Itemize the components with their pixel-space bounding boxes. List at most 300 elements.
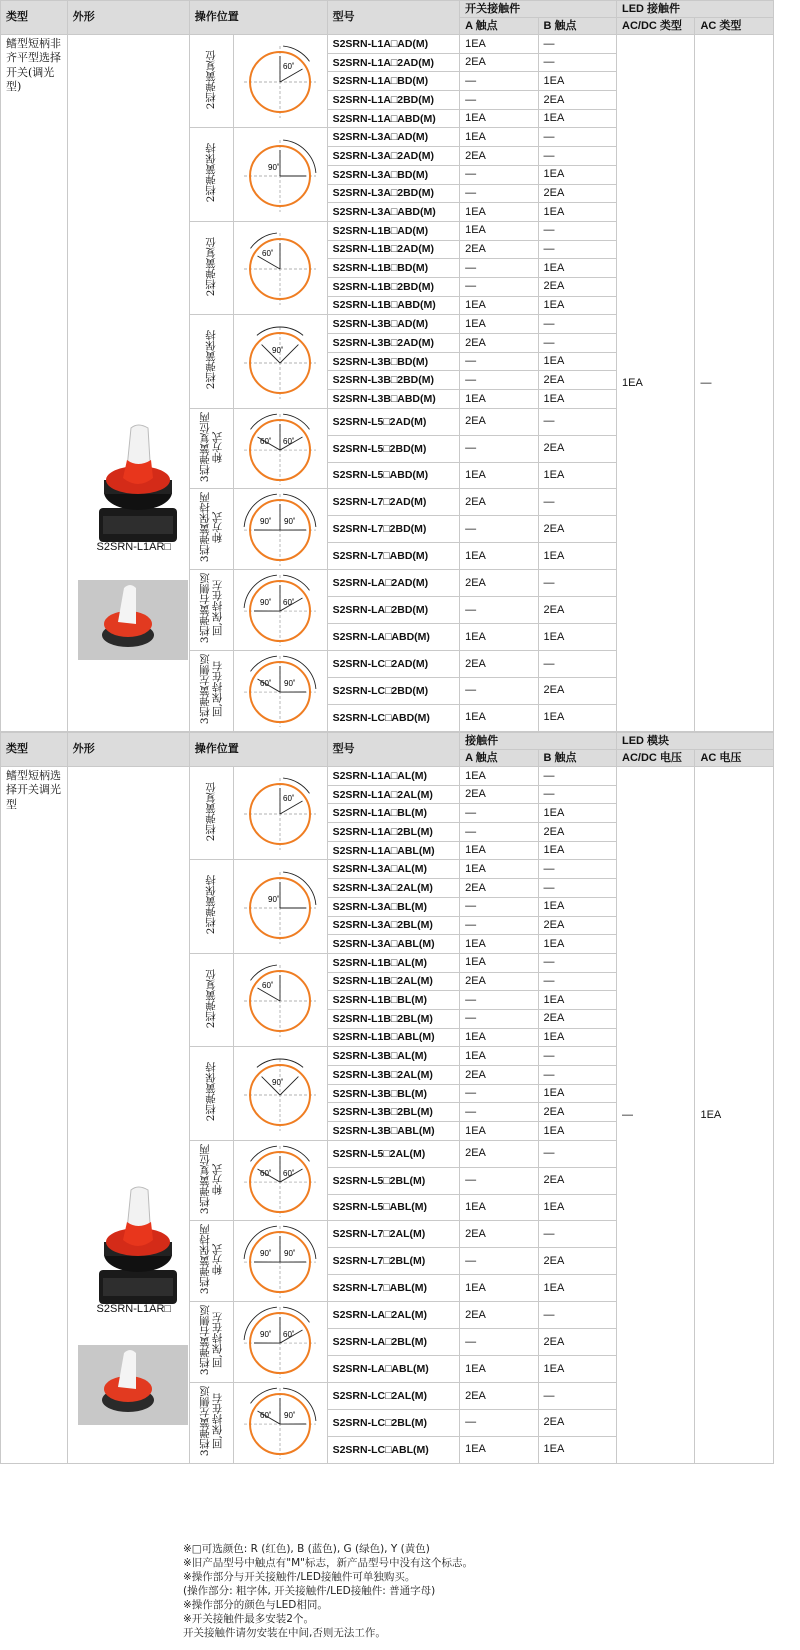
b-contact-value: —: [538, 489, 616, 516]
operation-label: 2档弹簧复位: [189, 221, 234, 314]
model-number: S2SRN-L1A□AD(M): [327, 35, 460, 54]
a-contact-value: —: [460, 897, 538, 916]
operation-diagram-cell: [234, 1382, 327, 1463]
svg-text:60˚: 60˚: [283, 436, 295, 446]
svg-text:60˚: 60˚: [260, 436, 272, 446]
operation-diagram-cell: [234, 1047, 327, 1140]
selector-switch-image: [93, 1182, 183, 1312]
a-contact-value: —: [460, 435, 538, 462]
operation-label: 3档弹簧复位两种方式: [189, 1140, 234, 1221]
b-contact-value: —: [538, 240, 616, 259]
operation-label: 2档弹簧保持: [189, 1047, 234, 1140]
header-type: 类型: [1, 1, 68, 35]
operation-diagram: [237, 1383, 323, 1459]
a-contact-value: 1EA: [460, 35, 538, 54]
svg-text:60˚: 60˚: [283, 1168, 295, 1178]
model-number: S2SRN-L3B□ABL(M): [327, 1122, 460, 1141]
operation-diagram-cell: [234, 570, 327, 651]
type-description: 鳍型短柄非齐平型选择开关(调光型): [1, 35, 68, 732]
model-number: S2SRN-L3A□BL(M): [327, 897, 460, 916]
a-contact-value: 1EA: [460, 543, 538, 570]
notes: [183, 1542, 743, 1640]
model-number: S2SRN-L1A□BL(M): [327, 804, 460, 823]
b-contact-value: —: [538, 1302, 616, 1329]
model-number: S2SRN-L3A□2BL(M): [327, 916, 460, 935]
led-acdc-value: —: [617, 767, 695, 1464]
model-number: S2SRN-L5□2BD(M): [327, 435, 460, 462]
a-contact-value: —: [460, 91, 538, 110]
a-contact-value: 1EA: [460, 128, 538, 147]
model-number: S2SRN-L3B□ABD(M): [327, 390, 460, 409]
operation-label: 3档弹簧保持两种方式: [189, 1221, 234, 1302]
model-number: S2SRN-L5□2AD(M): [327, 408, 460, 435]
model-number: S2SRN-L1B□BL(M): [327, 991, 460, 1010]
a-contact-value: —: [460, 823, 538, 842]
a-contact-value: 1EA: [460, 841, 538, 860]
b-contact-value: —: [538, 570, 616, 597]
product-photo: [78, 580, 188, 660]
model-number: S2SRN-LC□ABL(M): [327, 1436, 460, 1463]
model-number: S2SRN-L1A□AL(M): [327, 767, 460, 786]
a-contact-value: 1EA: [460, 1275, 538, 1302]
b-contact-value: 1EA: [538, 1028, 616, 1047]
b-contact-value: 1EA: [538, 1122, 616, 1141]
a-contact-value: —: [460, 72, 538, 91]
operation-label: 3档弹簧右侧返回,保持在左: [189, 1302, 234, 1383]
b-contact-value: 2EA: [538, 597, 616, 624]
b-contact-value: 1EA: [538, 390, 616, 409]
model-number: S2SRN-L7□ABD(M): [327, 543, 460, 570]
a-contact-value: —: [460, 1103, 538, 1122]
a-contact-value: —: [460, 516, 538, 543]
model-number: S2SRN-LA□2AD(M): [327, 570, 460, 597]
operation-label: 2档弹簧保持: [189, 128, 234, 221]
b-contact-value: —: [538, 972, 616, 991]
note-line: ※□可选颜色: R (红色), B (蓝色), G (绿色), Y (黄色): [183, 1543, 430, 1555]
model-number: S2SRN-L7□2BL(M): [327, 1248, 460, 1275]
a-contact-value: 1EA: [460, 462, 538, 489]
operation-diagram: [237, 955, 323, 1041]
model-number: S2SRN-L3B□2AL(M): [327, 1066, 460, 1085]
b-contact-value: 2EA: [538, 184, 616, 203]
a-contact-value: 2EA: [460, 334, 538, 353]
b-contact-value: —: [538, 1047, 616, 1066]
operation-diagram-cell: [234, 221, 327, 314]
model-number: S2SRN-L3A□ABL(M): [327, 935, 460, 954]
b-contact-value: 1EA: [538, 1084, 616, 1103]
a-contact-value: —: [460, 1167, 538, 1194]
a-contact-value: 1EA: [460, 203, 538, 222]
a-contact-value: 1EA: [460, 860, 538, 879]
product-image-label: S2SRN-L1AR□: [96, 1303, 172, 1315]
led-ac-value: 1EA: [695, 767, 774, 1464]
model-number: S2SRN-LA□ABD(M): [327, 624, 460, 651]
model-number: S2SRN-L1B□2BD(M): [327, 277, 460, 296]
a-contact-value: 2EA: [460, 1221, 538, 1248]
model-number: S2SRN-L3A□ABD(M): [327, 203, 460, 222]
model-number: S2SRN-L1B□2AL(M): [327, 972, 460, 991]
svg-text:60˚: 60˚: [262, 981, 274, 991]
a-contact-value: 1EA: [460, 935, 538, 954]
operation-label: 2档弹簧复位: [189, 953, 234, 1046]
a-contact-value: —: [460, 1084, 538, 1103]
table-row: [1, 767, 774, 786]
b-contact-value: 1EA: [538, 1194, 616, 1221]
a-contact-value: —: [460, 371, 538, 390]
b-contact-value: —: [538, 1140, 616, 1167]
model-number: S2SRN-L1B□ABL(M): [327, 1028, 460, 1047]
b-contact-value: 1EA: [538, 897, 616, 916]
header-b-contact: B 触点: [538, 18, 616, 35]
b-contact-value: 1EA: [538, 72, 616, 91]
model-number: S2SRN-L7□2AL(M): [327, 1221, 460, 1248]
a-contact-value: —: [460, 677, 538, 704]
model-number: S2SRN-L3B□2BD(M): [327, 371, 460, 390]
model-number: S2SRN-L7□2AD(M): [327, 489, 460, 516]
b-contact-value: 1EA: [538, 935, 616, 954]
a-contact-value: 2EA: [460, 570, 538, 597]
header-ac: AC 电压: [695, 750, 774, 767]
model-number: S2SRN-L1B□AL(M): [327, 953, 460, 972]
header-switch-contacts: 开关接触件: [460, 1, 617, 18]
header-operation: 操作位置: [189, 1, 327, 35]
svg-text:90˚: 90˚: [284, 1411, 296, 1421]
model-number: S2SRN-L1B□AD(M): [327, 221, 460, 240]
b-contact-value: 1EA: [538, 1356, 616, 1383]
svg-text:60˚: 60˚: [283, 1330, 295, 1340]
operation-diagram-cell: [234, 315, 327, 408]
b-contact-value: —: [538, 1066, 616, 1085]
b-contact-value: 2EA: [538, 677, 616, 704]
b-contact-value: —: [538, 650, 616, 677]
b-contact-value: 2EA: [538, 1103, 616, 1122]
svg-text:90˚: 90˚: [284, 1249, 296, 1259]
operation-diagram: [237, 1049, 323, 1135]
svg-text:90˚: 90˚: [272, 1077, 284, 1087]
b-contact-value: —: [538, 35, 616, 54]
b-contact-value: 1EA: [538, 543, 616, 570]
operation-diagram-cell: [234, 953, 327, 1046]
a-contact-value: 2EA: [460, 1066, 538, 1085]
header-acdc: AC/DC 类型: [617, 18, 695, 35]
b-contact-value: —: [538, 767, 616, 786]
a-contact-value: 1EA: [460, 109, 538, 128]
b-contact-value: 1EA: [538, 296, 616, 315]
a-contact-value: 2EA: [460, 879, 538, 898]
b-contact-value: —: [538, 147, 616, 166]
header-type: 类型: [1, 733, 68, 767]
header-ac: AC 类型: [695, 18, 774, 35]
operation-diagram: [237, 651, 323, 727]
b-contact-value: 1EA: [538, 462, 616, 489]
svg-text:90˚: 90˚: [272, 345, 284, 355]
b-contact-value: 2EA: [538, 823, 616, 842]
a-contact-value: 1EA: [460, 1356, 538, 1383]
led-ac-value: —: [695, 35, 774, 732]
operation-label: 3档弹簧左侧返回,保持在右: [189, 1382, 234, 1463]
operation-label: 3档弹簧复位两种方式: [189, 408, 234, 489]
model-number: S2SRN-L3A□2AD(M): [327, 147, 460, 166]
operation-diagram: [237, 768, 323, 854]
svg-text:90˚: 90˚: [284, 679, 296, 689]
b-contact-value: 1EA: [538, 704, 616, 731]
a-contact-value: 1EA: [460, 315, 538, 334]
a-contact-value: —: [460, 352, 538, 371]
svg-text:90˚: 90˚: [268, 162, 280, 172]
b-contact-value: 1EA: [538, 804, 616, 823]
a-contact-value: —: [460, 277, 538, 296]
b-contact-value: —: [538, 785, 616, 804]
b-contact-value: 1EA: [538, 841, 616, 860]
operation-diagram: [237, 130, 323, 216]
b-contact-value: —: [538, 334, 616, 353]
operation-diagram-cell: [234, 489, 327, 570]
operation-diagram: [237, 1141, 323, 1217]
svg-text:60˚: 60˚: [283, 794, 295, 804]
model-number: S2SRN-L5□ABL(M): [327, 1194, 460, 1221]
operation-label: 2档弹簧复位: [189, 35, 234, 128]
header-operation: 操作位置: [189, 733, 327, 767]
a-contact-value: 2EA: [460, 1302, 538, 1329]
operation-label: 3档弹簧左侧返回,保持在右: [189, 650, 234, 731]
model-number: S2SRN-L5□ABD(M): [327, 462, 460, 489]
b-contact-value: 1EA: [538, 1436, 616, 1463]
type-description: 鳍型短柄选择开关调光型: [1, 767, 68, 1464]
a-contact-value: —: [460, 597, 538, 624]
operation-diagram: [237, 36, 323, 122]
model-number: S2SRN-LC□2BL(M): [327, 1409, 460, 1436]
header-b-contact: B 触点: [538, 750, 616, 767]
b-contact-value: 1EA: [538, 352, 616, 371]
b-contact-value: 2EA: [538, 277, 616, 296]
selector-switch-image: [93, 420, 183, 550]
model-number: S2SRN-L3A□AL(M): [327, 860, 460, 879]
b-contact-value: 1EA: [538, 259, 616, 278]
operation-diagram: [237, 409, 323, 485]
a-contact-value: 1EA: [460, 1047, 538, 1066]
a-contact-value: —: [460, 165, 538, 184]
b-contact-value: —: [538, 879, 616, 898]
model-number: S2SRN-L1A□ABL(M): [327, 841, 460, 860]
model-number: S2SRN-L3B□BD(M): [327, 352, 460, 371]
a-contact-value: 2EA: [460, 53, 538, 72]
b-contact-value: 1EA: [538, 624, 616, 651]
model-number: S2SRN-L3A□2AL(M): [327, 879, 460, 898]
header-acdc: AC/DC 电压: [617, 750, 695, 767]
operation-diagram: [237, 317, 323, 403]
model-number: S2SRN-LC□ABD(M): [327, 704, 460, 731]
a-contact-value: —: [460, 991, 538, 1010]
a-contact-value: 2EA: [460, 1382, 538, 1409]
note-line: (操作部分: 粗字体, 开关接触件/LED接触件: 普通字母): [183, 1585, 436, 1597]
model-number: S2SRN-L3B□2AD(M): [327, 334, 460, 353]
note-line: ※旧产品型号中触点有"M"标志，新产品型号中没有这个标志。: [183, 1557, 474, 1569]
operation-diagram: [237, 570, 323, 646]
model-number: S2SRN-LC□2BD(M): [327, 677, 460, 704]
b-contact-value: 2EA: [538, 435, 616, 462]
note-line: ※操作部分与开关接触件/LED接触件可单独购买。: [183, 1571, 416, 1583]
header-led: LED 模块: [617, 733, 774, 750]
model-number: S2SRN-L7□2BD(M): [327, 516, 460, 543]
a-contact-value: 2EA: [460, 972, 538, 991]
model-number: S2SRN-LA□ABL(M): [327, 1356, 460, 1383]
svg-text:90˚: 90˚: [284, 517, 296, 527]
model-number: S2SRN-L3B□AD(M): [327, 315, 460, 334]
operation-diagram-cell: [234, 860, 327, 953]
operation-diagram: [237, 223, 323, 309]
b-contact-value: —: [538, 860, 616, 879]
a-contact-value: 1EA: [460, 1436, 538, 1463]
a-contact-value: 1EA: [460, 767, 538, 786]
a-contact-value: 1EA: [460, 390, 538, 409]
b-contact-value: —: [538, 1382, 616, 1409]
operation-diagram-cell: [234, 767, 327, 860]
b-contact-value: 1EA: [538, 165, 616, 184]
model-number: S2SRN-LA□2AL(M): [327, 1302, 460, 1329]
appearance-cell: [67, 767, 189, 1464]
model-number: S2SRN-L5□2AL(M): [327, 1140, 460, 1167]
operation-label: 3档弹簧右侧返回,保持在左: [189, 570, 234, 651]
svg-text:90˚: 90˚: [260, 1330, 272, 1340]
b-contact-value: 1EA: [538, 1275, 616, 1302]
model-number: S2SRN-L3A□BD(M): [327, 165, 460, 184]
operation-label: 3档弹簧保持两种方式: [189, 489, 234, 570]
model-number: S2SRN-L1B□BD(M): [327, 259, 460, 278]
a-contact-value: —: [460, 1329, 538, 1356]
b-contact-value: 1EA: [538, 203, 616, 222]
operation-diagram: [237, 1302, 323, 1378]
svg-text:90˚: 90˚: [260, 598, 272, 608]
b-contact-value: —: [538, 221, 616, 240]
operation-diagram-cell: [234, 128, 327, 221]
b-contact-value: —: [538, 128, 616, 147]
header-switch-contacts: 接触件: [460, 733, 617, 750]
table-row: [1, 35, 774, 54]
a-contact-value: 2EA: [460, 785, 538, 804]
header-a-contact: A 触点: [460, 18, 538, 35]
b-contact-value: 2EA: [538, 371, 616, 390]
operation-diagram: [237, 489, 323, 565]
a-contact-value: 2EA: [460, 1140, 538, 1167]
model-number: S2SRN-L7□ABL(M): [327, 1275, 460, 1302]
led-acdc-value: 1EA: [617, 35, 695, 732]
b-contact-value: 2EA: [538, 91, 616, 110]
model-number: S2SRN-L3B□BL(M): [327, 1084, 460, 1103]
header-led: LED 接触件: [617, 1, 774, 18]
a-contact-value: 1EA: [460, 1194, 538, 1221]
model-number: S2SRN-LC□2AL(M): [327, 1382, 460, 1409]
a-contact-value: —: [460, 1248, 538, 1275]
a-contact-value: —: [460, 916, 538, 935]
operation-diagram-cell: [234, 1140, 327, 1221]
operation-label: 2档弹簧保持: [189, 315, 234, 408]
model-number: S2SRN-L1B□2BL(M): [327, 1009, 460, 1028]
operation-diagram-cell: [234, 35, 327, 128]
model-number: S2SRN-L1A□ABD(M): [327, 109, 460, 128]
svg-text:60˚: 60˚: [283, 62, 295, 72]
a-contact-value: 1EA: [460, 221, 538, 240]
header-appearance: 外形: [67, 1, 189, 35]
model-number: S2SRN-L1A□2BL(M): [327, 823, 460, 842]
model-number: S2SRN-LC□2AD(M): [327, 650, 460, 677]
b-contact-value: —: [538, 1221, 616, 1248]
a-contact-value: 1EA: [460, 1028, 538, 1047]
operation-diagram: [237, 1221, 323, 1297]
b-contact-value: —: [538, 315, 616, 334]
a-contact-value: —: [460, 1009, 538, 1028]
a-contact-value: 1EA: [460, 624, 538, 651]
note-line: ※操作部分的颜色与LED相同。: [183, 1599, 328, 1611]
b-contact-value: —: [538, 953, 616, 972]
header-model: 型号: [327, 1, 460, 35]
model-number: S2SRN-L3A□AD(M): [327, 128, 460, 147]
operation-diagram: [237, 862, 323, 948]
model-number: S2SRN-L5□2BL(M): [327, 1167, 460, 1194]
operation-diagram-cell: [234, 1221, 327, 1302]
svg-text:60˚: 60˚: [260, 1168, 272, 1178]
header-model: 型号: [327, 733, 460, 767]
model-number: S2SRN-LA□2BL(M): [327, 1329, 460, 1356]
a-contact-value: —: [460, 184, 538, 203]
a-contact-value: 1EA: [460, 704, 538, 731]
svg-text:90˚: 90˚: [260, 517, 272, 527]
model-number: S2SRN-L1A□BD(M): [327, 72, 460, 91]
svg-text:60˚: 60˚: [283, 598, 295, 608]
a-contact-value: 1EA: [460, 296, 538, 315]
b-contact-value: 1EA: [538, 109, 616, 128]
b-contact-value: 1EA: [538, 991, 616, 1010]
b-contact-value: —: [538, 53, 616, 72]
a-contact-value: 2EA: [460, 489, 538, 516]
header-appearance: 外形: [67, 733, 189, 767]
a-contact-value: —: [460, 804, 538, 823]
b-contact-value: 2EA: [538, 916, 616, 935]
model-number: S2SRN-L3B□AL(M): [327, 1047, 460, 1066]
note-line: ※开关接触件最多安装2个。: [183, 1613, 314, 1625]
a-contact-value: —: [460, 1409, 538, 1436]
operation-diagram-cell: [234, 408, 327, 489]
note-line: 开关接触件请勿安装在中间,否则无法工作。: [183, 1627, 386, 1639]
b-contact-value: 2EA: [538, 1009, 616, 1028]
model-number: S2SRN-L1A□2AL(M): [327, 785, 460, 804]
product-image-label: S2SRN-L1AR□: [96, 541, 172, 553]
model-number: S2SRN-L3B□2BL(M): [327, 1103, 460, 1122]
b-contact-value: 2EA: [538, 1167, 616, 1194]
b-contact-value: 2EA: [538, 1329, 616, 1356]
header-a-contact: A 触点: [460, 750, 538, 767]
operation-diagram-cell: [234, 1302, 327, 1383]
a-contact-value: 1EA: [460, 1122, 538, 1141]
b-contact-value: 2EA: [538, 1409, 616, 1436]
model-number: S2SRN-L3A□2BD(M): [327, 184, 460, 203]
b-contact-value: 2EA: [538, 1248, 616, 1275]
model-number: S2SRN-L1A□2AD(M): [327, 53, 460, 72]
a-contact-value: 1EA: [460, 953, 538, 972]
svg-text:90˚: 90˚: [260, 1249, 272, 1259]
a-contact-value: —: [460, 259, 538, 278]
b-contact-value: 2EA: [538, 516, 616, 543]
operation-label: 2档弹簧保持: [189, 860, 234, 953]
b-contact-value: —: [538, 408, 616, 435]
a-contact-value: 2EA: [460, 408, 538, 435]
operation-label: 2档弹簧复位: [189, 767, 234, 860]
model-number: S2SRN-L1B□2AD(M): [327, 240, 460, 259]
svg-text:60˚: 60˚: [262, 249, 274, 259]
a-contact-value: 2EA: [460, 650, 538, 677]
svg-text:60˚: 60˚: [260, 1411, 272, 1421]
a-contact-value: 2EA: [460, 240, 538, 259]
a-contact-value: 2EA: [460, 147, 538, 166]
